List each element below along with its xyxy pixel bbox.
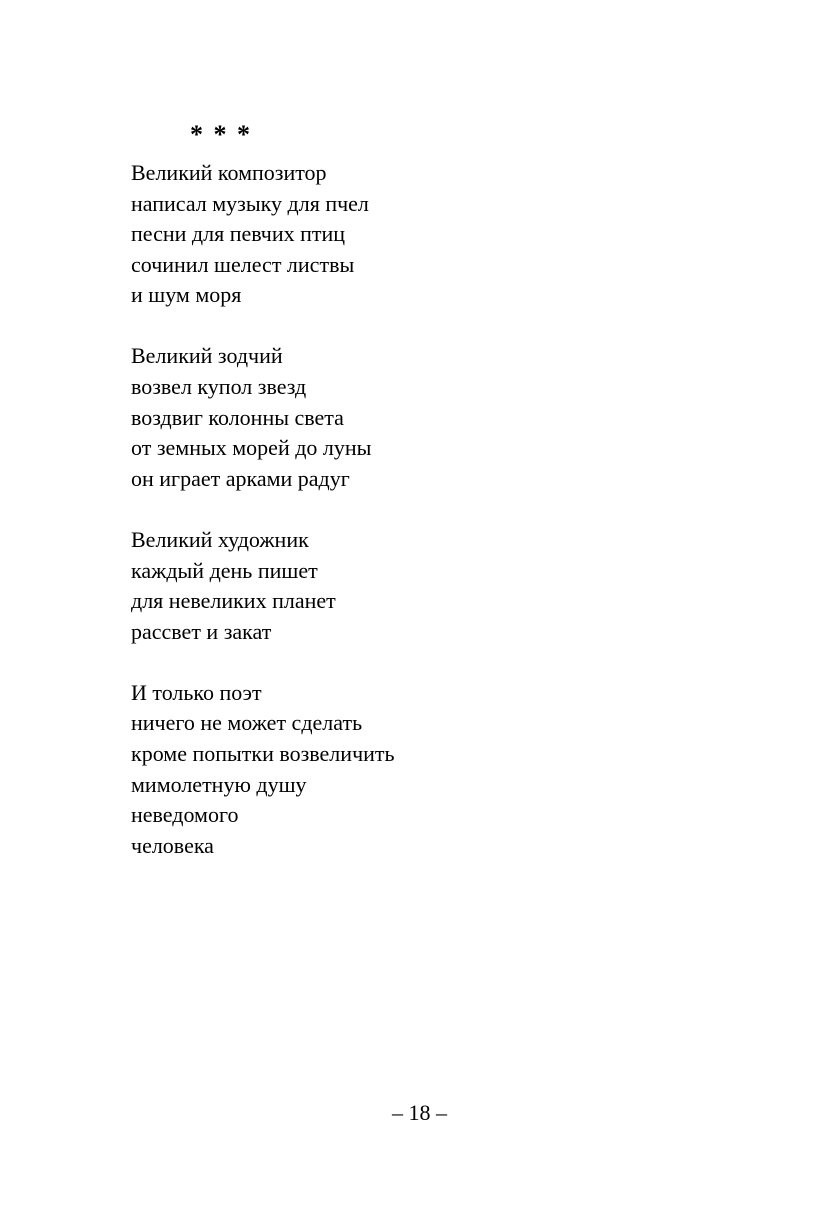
poem-line: человека [131, 832, 214, 858]
poem-line: воздвиг колонны света [131, 404, 344, 430]
poem-line: И только поэт [131, 679, 262, 705]
page-number: – 18 – [392, 1100, 447, 1125]
stanza-3 [131, 525, 395, 647]
poem-line: неведомого [131, 802, 239, 828]
poem-line: он играет арками радуг [131, 465, 350, 491]
poem-line: сочинил шелест листвы [131, 251, 355, 277]
stanza-1 [131, 158, 395, 311]
poem-line: и шум моря [131, 282, 242, 308]
stanza-4 [131, 678, 395, 862]
poem-line: Великий композитор [131, 160, 327, 185]
poem-line: песни для певчих птиц [131, 221, 346, 247]
poem-line: ничего не может сделать [131, 710, 363, 736]
poem-line: Великий зодчий [131, 343, 283, 369]
section-asterisks: * * * [190, 120, 252, 149]
poem-line: мимолетную душу [131, 771, 307, 797]
poem-line: от земных морей до луны [131, 435, 372, 461]
poem-line: каждый день пишет [131, 557, 318, 583]
poem-line: написал музыку для пчел [131, 190, 369, 216]
poem-line: для невеликих планет [131, 588, 336, 614]
poem-line: рассвет и закат [131, 618, 272, 644]
poem-line: возвел купол звезд [131, 374, 307, 400]
poem-line: Великий художник [131, 526, 309, 552]
poem-line: кроме попытки возвеличить [131, 741, 395, 766]
stanza-2 [131, 341, 395, 494]
poem [131, 158, 395, 892]
